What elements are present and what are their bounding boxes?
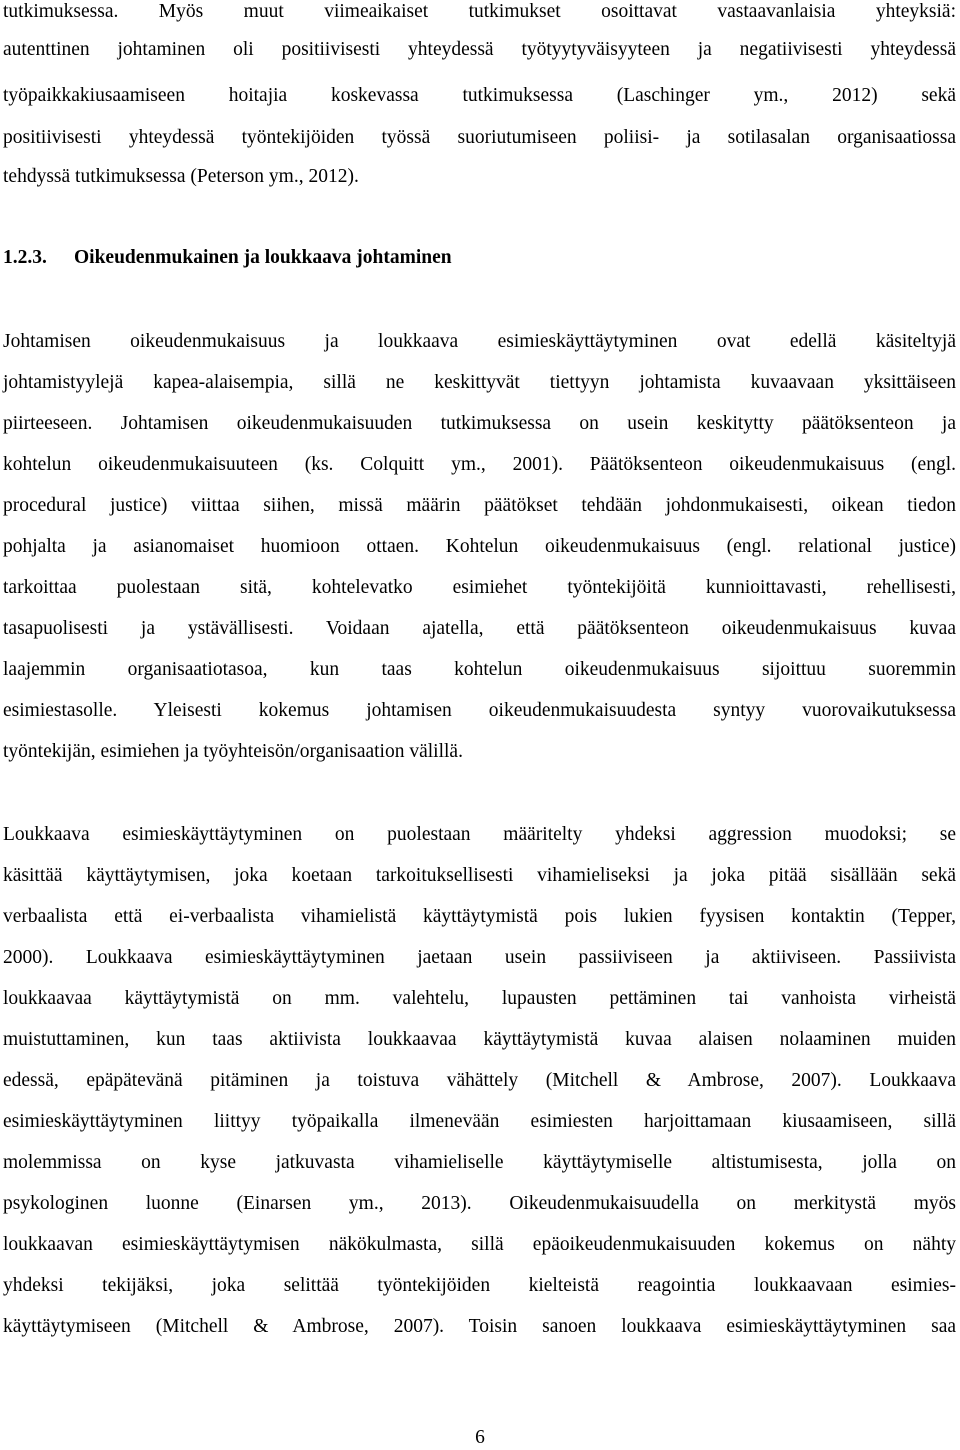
text-line: työntekijän, esimiehen ja työyhteisön/organisaation välillä.: [3, 741, 463, 762]
text-line: käsittää käyttäytymisen, joka koetaan tarkoituksellisesti vihamieliseksi ja joka pitää sisällään sekä: [3, 865, 956, 886]
text-line: psykologinen luonne (Einarsen ym., 2013). Oikeudenmukaisuudella on merkitystä myös: [3, 1193, 956, 1214]
text-line: procedural justice) viittaa siihen, missä määrin päätökset tehdään johdonmukaisesti, oikean tiedon: [3, 495, 956, 516]
text-line: piirteeseen. Johtamisen oikeudenmukaisuuden tutkimuksessa on usein keskitytty päätöksenteon ja: [3, 413, 956, 434]
section-title: Oikeudenmukainen ja loukkaava johtaminen: [74, 247, 452, 268]
section-number: 1.2.3.: [3, 247, 47, 268]
text-line: esimieskäyttäytyminen liittyy työpaikalla ilmenevään esimiesten harjoittamaan kiusaamiseen, sillä: [3, 1111, 956, 1132]
text-line: autenttinen johtaminen oli positiivisesti yhteydessä työtyytyväisyyteen ja negatiivisesti yhteydessä: [3, 39, 956, 60]
text-line: tarkoittaa puolestaan sitä, kohtelevatko esimiehet työntekijöitä kunnioittavasti, rehellisesti,: [3, 577, 956, 598]
text-line: käyttäytymiseen (Mitchell & Ambrose, 2007). Toisin sanoen loukkaava esimieskäyttäytyminen saa: [3, 1316, 956, 1337]
text-line: Johtamisen oikeudenmukaisuus ja loukkaava esimieskäyttäytyminen ovat edellä käsiteltyjä: [3, 331, 956, 352]
text-line: laajemmin organisaatiotasoa, kun taas kohtelun oikeudenmukaisuus sijoittuu suoremmin: [3, 659, 956, 680]
text-line: tutkimuksessa. Myös muut viimeaikaiset tutkimukset osoittavat vastaavanlaisia yhteyksiä:: [3, 1, 956, 22]
text-line: 2000). Loukkaava esimieskäyttäytyminen jaetaan usein passiiviseen ja aktiiviseen. Passiivista: [3, 947, 956, 968]
text-line: johtamistyylejä kapea-alaisempia, sillä ne keskittyvät tiettyyn johtamista kuvaavaan yksittäiseen: [3, 372, 956, 393]
text-line: Loukkaava esimieskäyttäytyminen on puolestaan määritelty yhdeksi aggression muodoksi; se: [3, 824, 956, 845]
text-line: loukkaavaa käyttäytymistä on mm. valehtelu, lupausten pettäminen tai vanhoista virheistä: [3, 988, 956, 1009]
text-line: kohtelun oikeudenmukaisuuteen (ks. Colquitt ym., 2001). Päätöksenteon oikeudenmukaisuus (engl.: [3, 454, 956, 475]
text-line: positiivisesti yhteydessä työntekijöiden työssä suoriutumiseen poliisi- ja sotilasalan organisaatiossa: [3, 127, 956, 148]
text-line: verbaalista että ei-verbaalista vihamielistä käyttäytymistä pois lukien fyysisen kontaktin (Tepper,: [3, 906, 956, 927]
text-line: tehdyssä tutkimuksessa (Peterson ym., 2012).: [3, 166, 359, 187]
section-heading: [3, 246, 452, 270]
text-line: loukkaavan esimieskäyttäytymisen näkökulmasta, sillä epäoikeudenmukaisuuden kokemus on nähty: [3, 1234, 956, 1255]
text-line: työpaikkakiusaamiseen hoitajia koskevassa tutkimuksessa (Laschinger ym., 2012) sekä: [3, 85, 956, 106]
text-line: muistuttaminen, kun taas aktiivista loukkaavaa käyttäytymistä kuvaa alaisen nolaaminen muiden: [3, 1029, 956, 1050]
text-line: yhdeksi tekijäksi, joka selittää työntekijöiden kielteistä reagointia loukkaavaan esimies-: [3, 1275, 956, 1296]
text-line: tasapuolisesti ja ystävällisesti. Voidaan ajatella, että päätöksenteon oikeudenmukaisuus kuvaa: [3, 618, 956, 639]
text-line: molemmissa on kyse jatkuvasta vihamieliselle käyttäytymiselle altistumisesta, jolla on: [3, 1152, 956, 1173]
text-line: esimiestasolle. Yleisesti kokemus johtamisen oikeudenmukaisuudesta syntyy vuorovaikutuksessa: [3, 700, 956, 721]
page-number: 6: [475, 1427, 485, 1448]
text-line: edessä, epäpätevänä pitäminen ja toistuva vähättely (Mitchell & Ambrose, 2007). Loukkaava: [3, 1070, 956, 1091]
text-line: pohjalta ja asianomaiset huomioon ottaen. Kohtelun oikeudenmukaisuus (engl. relational justice): [3, 536, 956, 557]
